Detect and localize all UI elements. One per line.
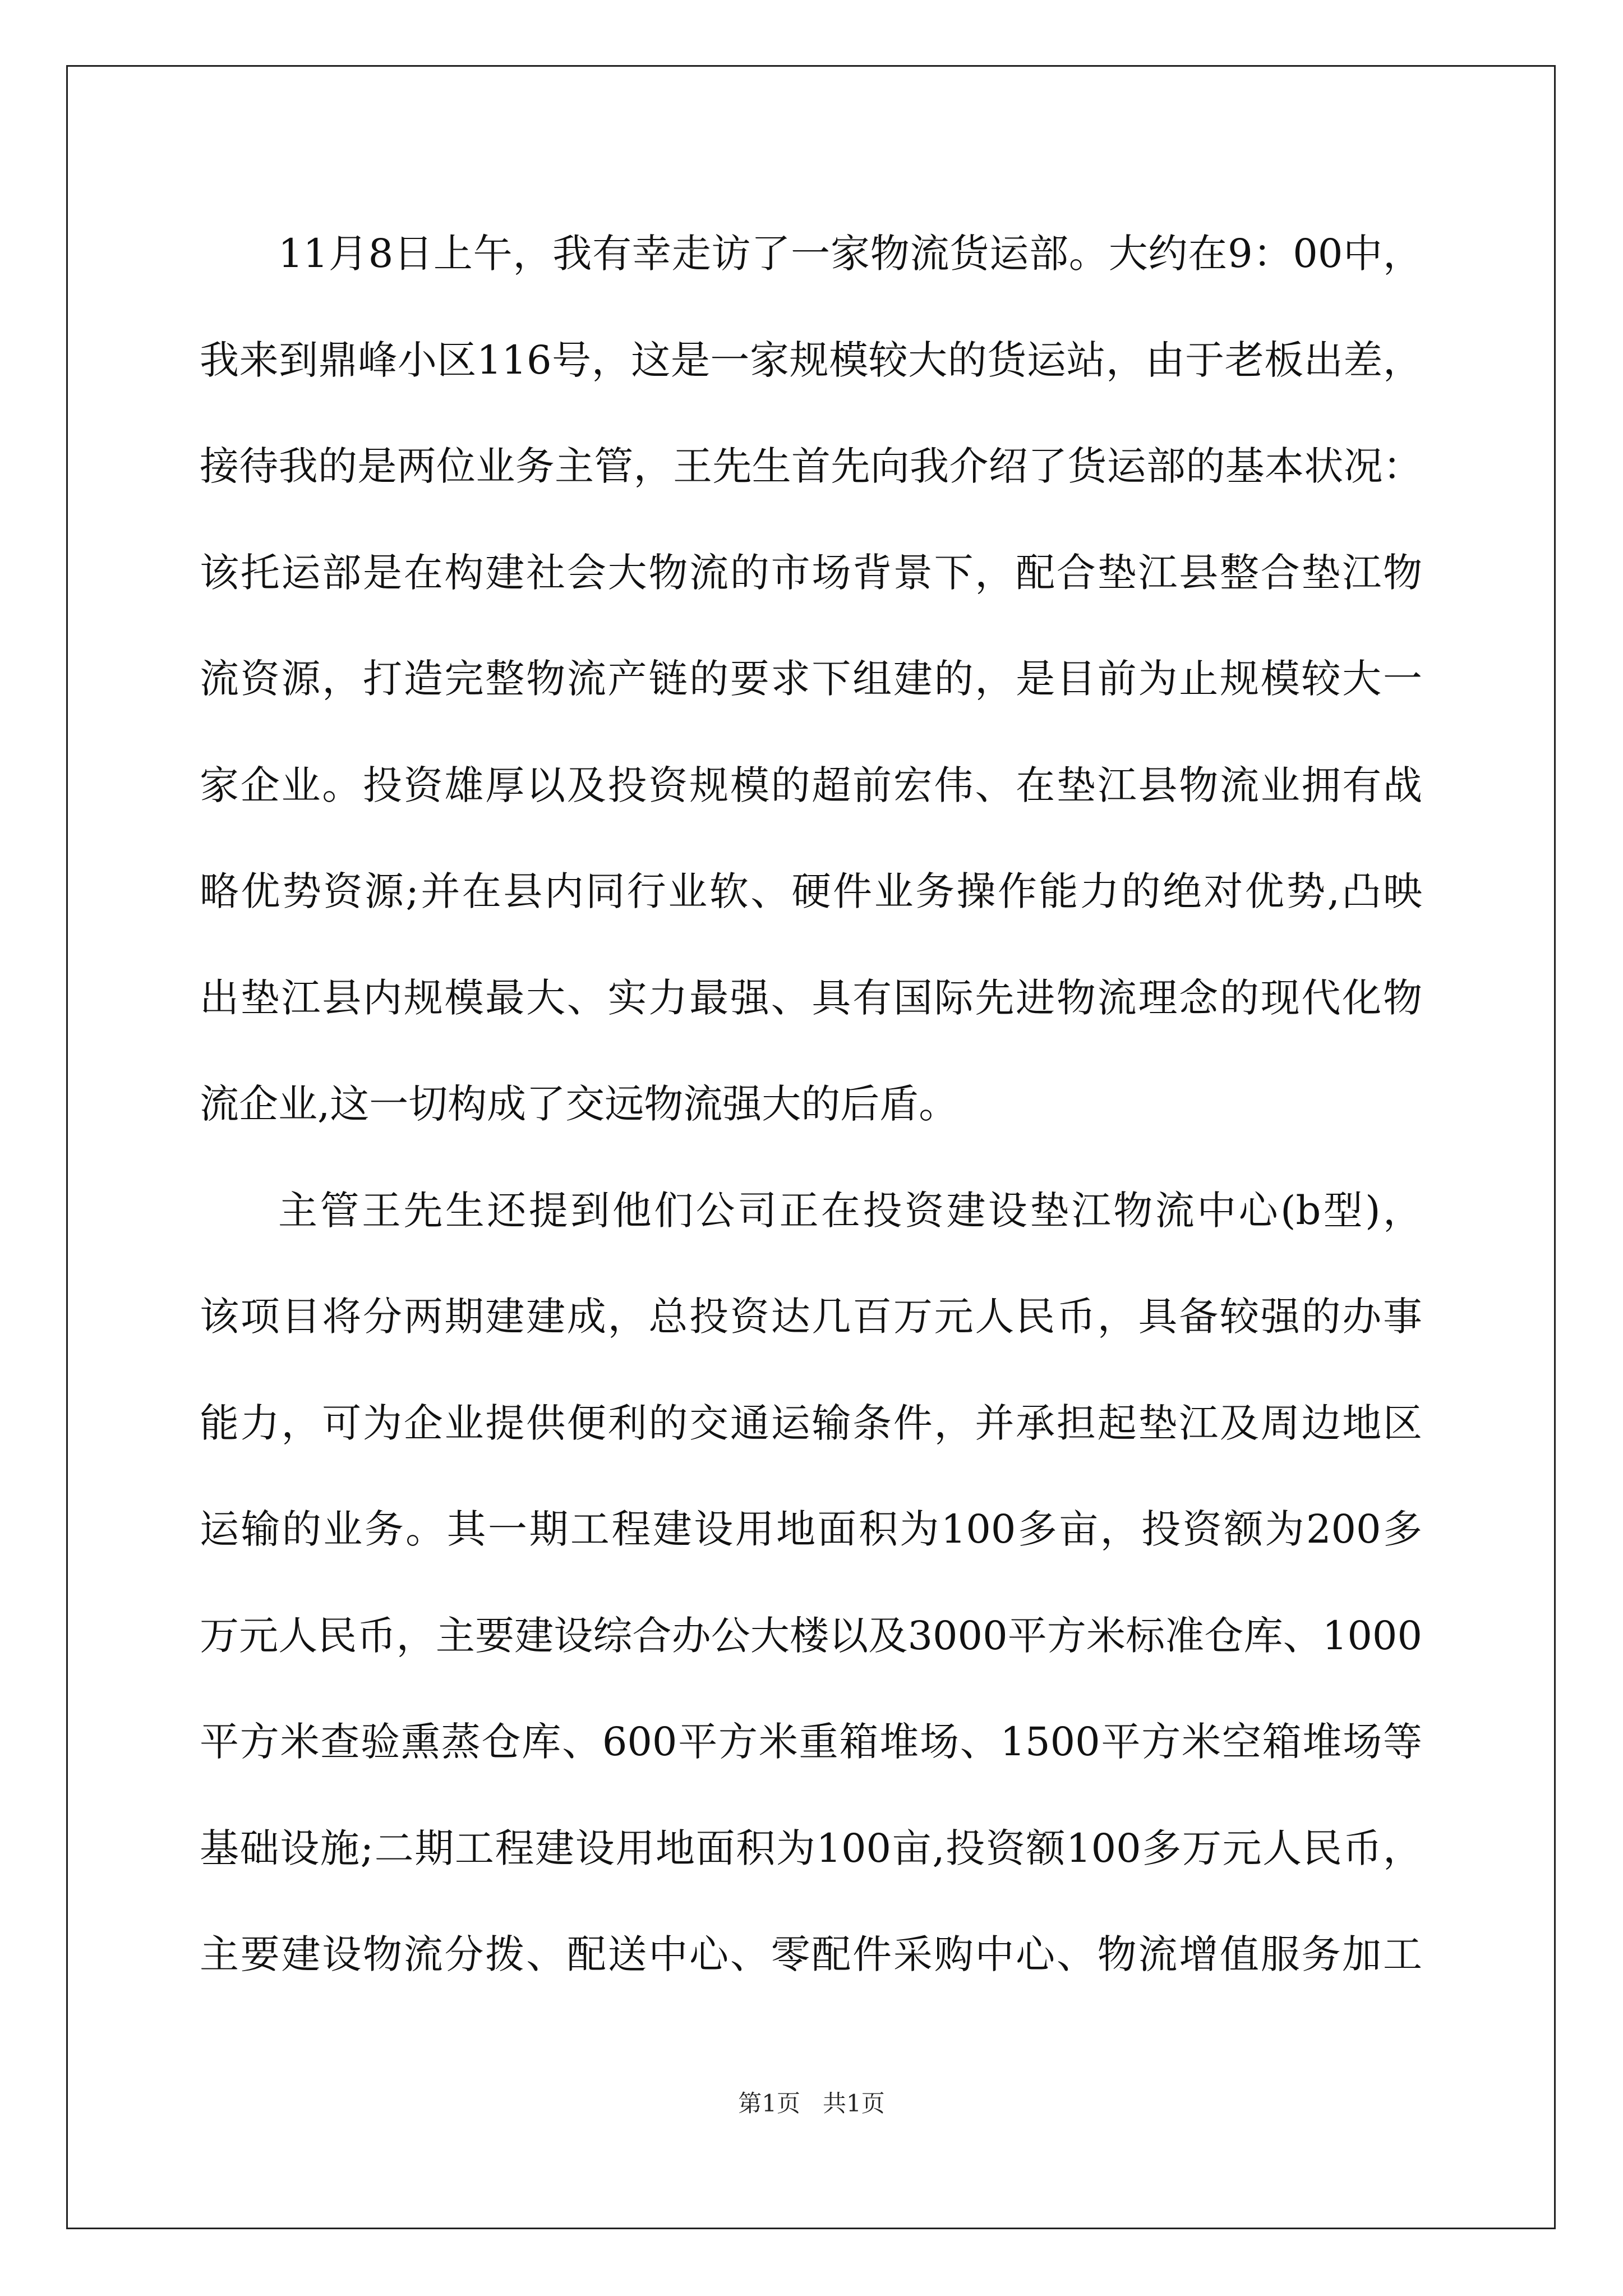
paragraph-1-line-3: 接待我的是两位业务主管，王先生首先向我介绍了货运部的基本状况： xyxy=(200,443,1422,489)
paragraph-1-line-5: 流资源，打造完整物流产链的要求下组建的，是目前为止规模较大一 xyxy=(200,656,1422,702)
paragraph-1-line-7: 略优势资源;并在县内同行业软、硬件业务操作能力的绝对优势,凸映 xyxy=(200,868,1422,914)
paragraph-2-line-5: 万元人民币，主要建设综合办公大楼以及3000平方米标准仓库、1000 xyxy=(200,1612,1422,1659)
paragraph-1-line-9: 流企业,这一切构成了交远物流强大的后盾。 xyxy=(200,1081,958,1127)
page-number-footer: 第1页 共1页 xyxy=(738,2090,885,2117)
paragraph-2-line-4: 运输的业务。其一期工程建设用地面积为100多亩，投资额为200多 xyxy=(200,1506,1422,1552)
paragraph-2-line-7: 基础设施;二期工程建设用地面积为100亩,投资额100多万元人民币， xyxy=(200,1825,1422,1871)
document-body xyxy=(200,220,1422,2027)
paragraph-1-line-4: 该托运部是在构建社会大物流的市场背景下，配合垫江县整合垫江物 xyxy=(200,549,1422,596)
paragraph-2-line-1: 主管王先生还提到他们公司正在投资建设垫江物流中心(b型)， xyxy=(278,1187,1422,1234)
paragraph-1-line-1: 11月8日上午，我有幸走访了一家物流货运部。大约在9：00中， xyxy=(278,231,1422,277)
paragraph-1-line-6: 家企业。投资雄厚以及投资规模的超前宏伟、在垫江县物流业拥有战 xyxy=(200,762,1422,808)
paragraph-1-line-2: 我来到鼎峰小区116号，这是一家规模较大的货运站，由于老板出差， xyxy=(200,337,1422,383)
paragraph-2-line-6: 平方米查验熏蒸仓库、600平方米重箱堆场、1500平方米空箱堆场等 xyxy=(200,1719,1422,1765)
paragraph-2-line-3: 能力，可为企业提供便利的交通运输条件，并承担起垫江及周边地区 xyxy=(200,1400,1422,1446)
paragraph-2-line-8: 主要建设物流分拨、配送中心、零配件采购中心、物流增值服务加工 xyxy=(200,1931,1422,1977)
paragraph-1-line-8: 出垫江县内规模最大、实力最强、具有国际先进物流理念的现代化物 xyxy=(200,974,1422,1021)
paragraph-2-line-2: 该项目将分两期建建成，总投资达几百万元人民币，具备较强的办事 xyxy=(200,1294,1422,1340)
